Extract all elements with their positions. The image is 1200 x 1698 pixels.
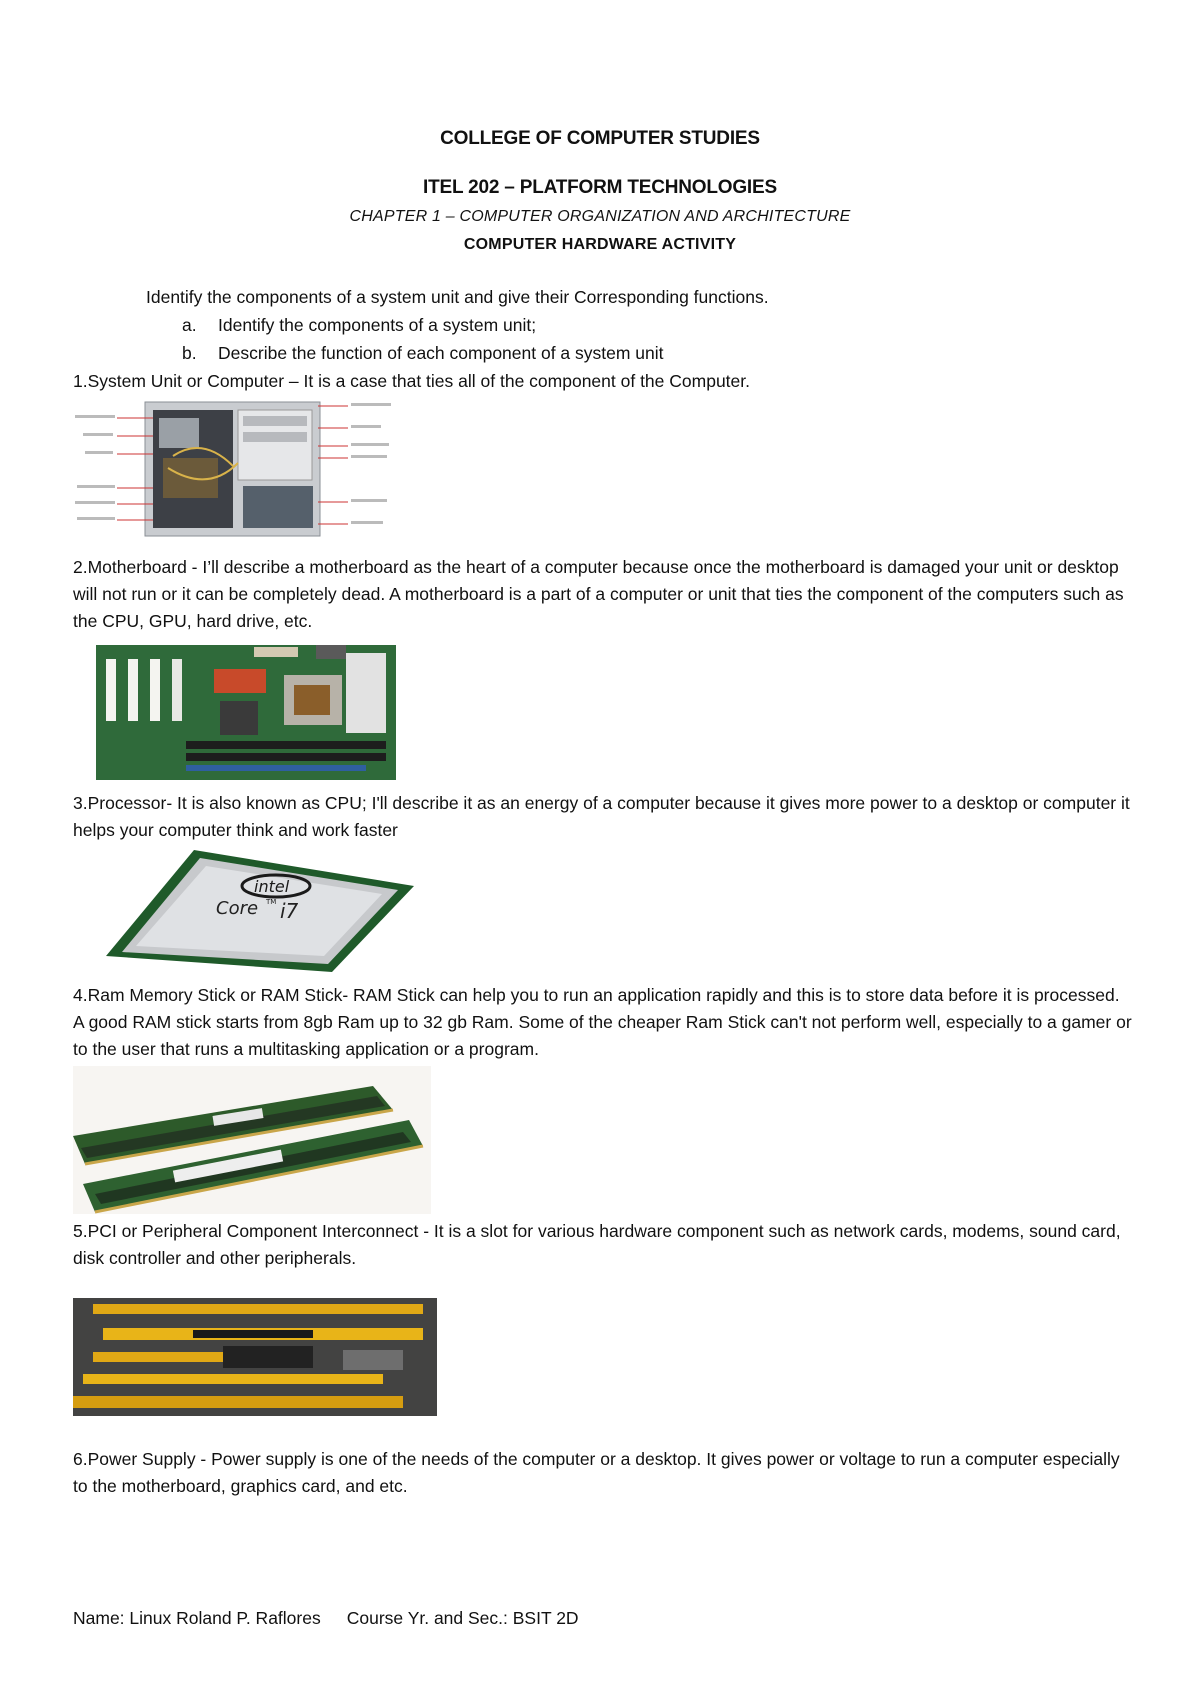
item-system-unit: 1.System Unit or Computer – It is a case that ties all of the component of the Computer.: [73, 371, 750, 391]
motherboard-image: [96, 645, 396, 780]
objective-b-text: Describe the function of each component of a system unit: [218, 343, 664, 363]
objective-b-marker: b.: [182, 343, 197, 363]
course-section: Course Yr. and Sec.: BSIT 2D: [346, 1608, 579, 1628]
activity-title: COMPUTER HARDWARE ACTIVITY: [463, 236, 737, 253]
course-title: ITEL 202 – PLATFORM TECHNOLOGIES: [423, 177, 777, 198]
item-power-supply: 6.Power Supply - Power supply is one of the needs of the computer or a desktop. It gives power or voltage to run a computer especially to the motherboard, graphics card, and etc.: [73, 1449, 1120, 1496]
svg-text:i7: i7: [280, 899, 299, 923]
footer-student-info: [73, 1605, 579, 1632]
svg-text:intel: intel: [254, 877, 290, 896]
student-name: Name: Linux Roland P. Raflores: [73, 1608, 321, 1628]
chapter-title: CHAPTER 1 – COMPUTER ORGANIZATION AND ARCHITECTURE: [349, 208, 851, 225]
objective-a-marker: a.: [182, 315, 197, 335]
pci-slots-image: [73, 1298, 437, 1416]
item-motherboard: 2.Motherboard - I’ll describe a motherboard as the heart of a computer because once the motherboard is damaged your unit or desktop will not run or it can be completely dead. A motherboard is a part of a computer or unit that ties the component of the computers such as the CPU, GPU, hard drive, etc.: [73, 557, 1124, 631]
ram-image: [73, 1066, 431, 1214]
svg-text:Core: Core: [216, 898, 259, 919]
college-title: COLLEGE OF COMPUTER STUDIES: [440, 128, 760, 149]
processor-image: [96, 844, 416, 974]
item-ram: 4.Ram Memory Stick or RAM Stick- RAM Stick can help you to run an application rapidly and this is to store data before it is processed. A good RAM stick starts from 8gb Ram up to 32 gb Ram. Some of the cheaper Ram Stick can't not perform well, especially to a gamer or to the user that runs a multitasking application or a program.: [73, 985, 1132, 1059]
system-unit-image: [73, 398, 403, 544]
item-processor: 3.Processor- It is also known as CPU; I'll describe it as an energy of a computer because it gives more power to a desktop or computer it helps your computer think and work faster: [73, 793, 1130, 840]
instructions-intro: Identify the components of a system unit and give their Corresponding functions.: [146, 287, 769, 307]
svg-text:TM: TM: [266, 898, 277, 906]
objective-a-text: Identify the components of a system unit;: [218, 315, 537, 335]
item-pci: 5.PCI or Peripheral Component Interconnect - It is a slot for various hardware component such as network cards, modems, sound card, disk controller and other peripherals.: [73, 1221, 1121, 1268]
